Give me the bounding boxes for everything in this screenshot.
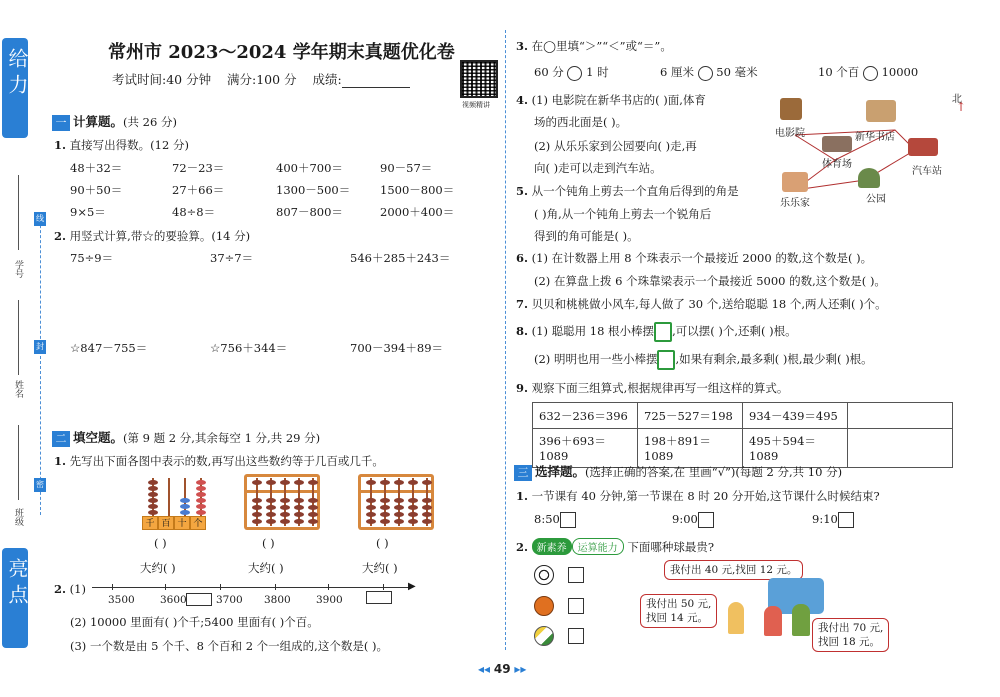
abacus-bead	[252, 505, 262, 510]
qr-caption: 视频精讲	[462, 101, 490, 109]
name-label: 姓名	[13, 380, 23, 398]
c1-prompt	[516, 488, 880, 504]
page-number	[478, 662, 526, 676]
page-num: 49	[493, 662, 511, 676]
compare-1-circle[interactable]	[567, 66, 582, 81]
calc-r1c2: 1300－500＝	[276, 183, 351, 197]
s2-q1-num: 1.	[54, 454, 67, 468]
abacus-bead	[280, 519, 290, 524]
c1-num: 1.	[516, 489, 529, 503]
compare-3-left: 10 个百	[818, 65, 860, 79]
q5-l1: 从一个钝角上剪去一个直角后得到的角是	[531, 184, 739, 198]
abacus-bead	[422, 505, 432, 510]
abacus-bead	[308, 505, 318, 510]
class-label: 班级	[13, 508, 23, 526]
soccer-ball-icon	[534, 565, 554, 585]
vcalc-r0c0: 75÷9＝	[70, 251, 114, 265]
class-line	[18, 425, 19, 500]
q9-line	[516, 380, 788, 396]
s1-q1-prompt	[54, 137, 189, 153]
q6-num: 6.	[516, 251, 529, 265]
abacus-bead	[280, 505, 290, 510]
abacus-bead	[422, 519, 432, 524]
abacus3-blank[interactable]: ( )	[376, 536, 389, 550]
child-3-icon	[792, 604, 810, 636]
table-cell: 725－527＝198	[638, 403, 743, 429]
c1-option-3	[812, 512, 854, 528]
answer-cell-1[interactable]	[848, 403, 953, 429]
abacus-bead	[408, 505, 418, 510]
exam-info	[112, 70, 410, 88]
bus-station-icon	[908, 138, 938, 156]
speech-bubble-1: 我付出 40 元,找回 12 元。	[664, 560, 803, 580]
abacus-bead	[294, 505, 304, 510]
qr-code-icon[interactable]	[460, 60, 498, 98]
section1-title: 计算题。	[73, 114, 124, 129]
abacus-bead	[280, 480, 290, 485]
abacus-bead	[380, 480, 390, 485]
stadium-icon	[822, 136, 852, 152]
section3-title: 选择题。	[535, 464, 586, 479]
abacus-bead	[408, 498, 418, 503]
calc-r0c0: 48＋32＝	[70, 161, 123, 175]
abacus-bead	[380, 512, 390, 517]
abacus-bead	[294, 480, 304, 485]
abacus-bead	[308, 498, 318, 503]
compare-3	[818, 64, 918, 81]
child-2-icon	[764, 606, 782, 636]
abacus-bead	[266, 505, 276, 510]
abacus-bead	[294, 519, 304, 524]
q8-line1	[516, 322, 797, 342]
calc-r1c1: 27＋66＝	[172, 183, 225, 197]
frame-label-ten: 十	[174, 516, 190, 530]
page-title: 常州市 2023～2024 学年期末真题优化卷	[108, 42, 455, 63]
abacus-bead	[408, 480, 418, 485]
c1-option-1	[534, 512, 576, 528]
abacus-bead	[308, 480, 318, 485]
new-literacy-badge: 新素养	[532, 538, 572, 555]
q6-l1: (1) 在计数器上用 8 个珠表示一个最接近 2000 的数,这个数是( )。	[531, 251, 873, 265]
frame-label-thousand: 千	[142, 516, 158, 530]
abacus-bead	[308, 512, 318, 517]
table-row	[533, 403, 953, 429]
abacus1-approx[interactable]: 大约( )	[140, 561, 176, 575]
abacus2-approx[interactable]: 大约( )	[248, 561, 284, 575]
abacus-bead	[280, 512, 290, 517]
exam-time: 考试时间:40 分钟	[112, 72, 212, 87]
s2-q2-part3: (3) 一个数是由 5 个千、8 个百和 2 个一组成的,这个数是( )。	[70, 639, 388, 653]
student-no-line	[18, 175, 19, 250]
section2-title: 填空题。	[73, 430, 124, 445]
s1-q2-num: 2.	[54, 229, 67, 243]
brand-top-strip	[2, 38, 28, 138]
abacus2-blank[interactable]: ( )	[262, 536, 275, 550]
section3-badge: 三	[514, 465, 532, 481]
speech-bubble-2	[640, 594, 717, 628]
bookstore-icon	[866, 100, 896, 122]
north-arrow-icon: ↑	[956, 100, 967, 114]
q5-num: 5.	[516, 184, 529, 198]
s2-q2-part2: (2) 10000 里面有( )个千;5400 里面有( )个百。	[70, 615, 319, 629]
q8-num: 8.	[516, 324, 529, 338]
abacus-2	[244, 474, 320, 530]
abacus-bead	[394, 498, 404, 503]
calc-r2c3: 2000＋400＝	[380, 205, 455, 219]
vcalc-r1c0: ☆847－755＝	[70, 341, 148, 355]
abacus3-approx[interactable]: 大约( )	[362, 561, 398, 575]
abacus-bead	[394, 512, 404, 517]
abacus-bead	[394, 505, 404, 510]
number-line	[92, 587, 410, 588]
abacus-bead	[408, 512, 418, 517]
cinema-icon	[780, 98, 802, 120]
abacus-bead	[366, 505, 376, 510]
frame-label-one: 个	[190, 516, 206, 530]
soccer-checkbox[interactable]	[568, 567, 584, 583]
brand-bottom-strip	[2, 548, 28, 648]
c1-option-2-label: 9:00	[672, 512, 698, 526]
map-cinema: 电影院	[775, 128, 805, 139]
table-cell: 495＋594＝1089	[743, 429, 848, 468]
abacus-bead	[422, 512, 432, 517]
s2-q1-text: 先写出下面各图中表示的数,再写出这些数约等于几百或几千。	[69, 454, 384, 468]
abacus-bead	[366, 480, 376, 485]
c1-option-3-checkbox[interactable]	[838, 512, 854, 528]
q9-num: 9.	[516, 381, 529, 395]
counting-frame-1	[142, 474, 206, 530]
s2-q2-num: 2.	[54, 582, 67, 596]
compare-3-circle[interactable]	[863, 66, 878, 81]
student-no-label: 学号	[13, 260, 23, 278]
s2-q1-prompt	[54, 453, 384, 469]
skill-badge: 运算能力	[572, 538, 624, 555]
map-home: 乐乐家	[780, 198, 810, 209]
calc-r0c2: 400＋700＝	[276, 161, 343, 175]
q4-line3: (2) 从乐乐家到公园要向( )走,再	[534, 139, 697, 153]
park-icon	[858, 168, 880, 188]
bubble3-line2: 找回 18 元。	[818, 636, 881, 648]
score-label: 成绩:	[312, 72, 342, 87]
abacus-bead	[380, 519, 390, 524]
volleyball-checkbox[interactable]	[568, 628, 584, 644]
abacus-bead	[422, 480, 432, 485]
s1-q1-text: 直接写出得数。(12 分)	[69, 138, 189, 152]
number-line-arrow-icon: ▶	[408, 581, 416, 592]
abacus-bead	[266, 519, 276, 524]
bubble2-line1: 我付出 50 元,	[646, 598, 712, 610]
map-bus: 汽车站	[912, 166, 942, 177]
basketball-icon	[534, 596, 554, 616]
vcalc-r0c2: 546＋285＋243＝	[350, 251, 451, 265]
compare-1-right: 1 时	[586, 65, 609, 79]
frame-label-hundred: 百	[158, 516, 174, 530]
q3-num: 3.	[516, 39, 529, 53]
q5-line2: ( )角,从一个钝角上剪去一个锐角后	[534, 207, 712, 221]
abacus-bead	[280, 498, 290, 503]
c2-num: 2.	[516, 540, 529, 554]
c1-option-1-label: 8:50	[534, 512, 560, 526]
vcalc-r1c2: 700－394＋89＝	[350, 341, 444, 355]
binding-mark-1: 线	[34, 212, 46, 226]
q4-line1	[516, 92, 706, 108]
abacus-3	[358, 474, 434, 530]
abacus-bead	[294, 498, 304, 503]
abacus-bead	[252, 480, 262, 485]
table-cell: 396＋693＝1089	[533, 429, 638, 468]
q6-line1	[516, 250, 872, 266]
calc-r2c1: 48÷8＝	[172, 205, 216, 219]
q4-num: 4.	[516, 93, 529, 107]
calc-r2c2: 807－800＝	[276, 205, 343, 219]
q3-prompt	[516, 38, 672, 54]
compare-2	[660, 64, 758, 81]
calc-r2c0: 9×5＝	[70, 205, 106, 219]
section2-note: (第 9 题 2 分,其余每空 1 分,共 29 分)	[123, 431, 321, 445]
abacus-bead	[252, 519, 262, 524]
map-bookstore: 新华书店	[855, 132, 895, 143]
q8-l1b: ,可以摆( )个,还剩( )根。	[672, 324, 797, 338]
speech-bubble-3	[812, 618, 889, 652]
c1-text: 一节课有 40 分钟,第一节课在 8 时 20 分开始,这节课什么时候结束?	[531, 489, 880, 503]
abacus-bead	[294, 512, 304, 517]
basketball-checkbox[interactable]	[568, 598, 584, 614]
abacus-bead	[394, 480, 404, 485]
score-field[interactable]	[342, 76, 410, 88]
abacus-bead	[266, 512, 276, 517]
q6-line2: (2) 在算盘上拨 6 个珠靠梁表示一个最接近 5000 的数,这个数是( )。	[534, 274, 886, 288]
compare-2-circle[interactable]	[698, 66, 713, 81]
next-arrow-icon: ▸▸	[514, 662, 527, 676]
s2-q2-label	[54, 582, 86, 596]
calc-r0c1: 72－23＝	[172, 161, 225, 175]
abacus-bead	[252, 512, 262, 517]
pattern-table	[532, 402, 953, 468]
abacus-bead	[366, 512, 376, 517]
abacus-bead	[394, 519, 404, 524]
q7-line	[516, 296, 887, 312]
c2-prompt	[516, 538, 714, 555]
q5-line1	[516, 183, 739, 199]
table-cell: 934－439＝495	[743, 403, 848, 429]
q8-l2b: ,如果有剩余,最多剩( )根,最少剩( )根。	[675, 352, 873, 366]
full-score: 满分:100 分	[227, 72, 297, 87]
abacus1-blank[interactable]: ( )	[154, 536, 167, 550]
abacus-bead	[366, 498, 376, 503]
section1-header	[52, 112, 177, 131]
table-cell: 632－236＝396	[533, 403, 638, 429]
bubble3-line1: 我付出 70 元,	[818, 622, 884, 634]
s1-q1-num: 1.	[54, 138, 67, 152]
name-line	[18, 300, 19, 375]
q8-line2	[534, 350, 873, 370]
c1-option-1-checkbox[interactable]	[560, 512, 576, 528]
page-divider	[505, 30, 506, 650]
abacus-bead	[380, 498, 390, 503]
section2-badge: 二	[52, 431, 70, 447]
abacus-bead	[266, 498, 276, 503]
abacus-bead	[366, 519, 376, 524]
q3-text: 在◯里填“＞”“＜”或“＝”。	[531, 39, 672, 53]
tick-3700: 3700	[216, 594, 243, 606]
number-line-box-1[interactable]	[186, 593, 212, 606]
calc-r1c3: 1500－800＝	[380, 183, 455, 197]
c1-option-2-checkbox[interactable]	[698, 512, 714, 528]
s2-q2-part1: (1)	[69, 582, 86, 596]
section3-header	[514, 462, 842, 481]
binding-dashed-line	[40, 215, 41, 515]
binding-mark-2: 封	[34, 340, 46, 354]
q9-text: 观察下面三组算式,根据规律再写一组这样的算式。	[531, 381, 789, 395]
brand-top-text: 给力	[5, 48, 29, 100]
calc-r1c0: 90＋50＝	[70, 183, 123, 197]
compare-1-left: 60 分	[534, 65, 564, 79]
vcalc-r0c1: 37÷7＝	[210, 251, 254, 265]
abacus-bead	[380, 505, 390, 510]
q4-line4: 向( )走可以走到汽车站。	[534, 161, 662, 175]
s1-q2-text: 用竖式计算,带☆的要验算。(14 分)	[69, 229, 251, 243]
table-cell: 198＋891＝1089	[638, 429, 743, 468]
abacus-bead	[308, 519, 318, 524]
calc-r0c3: 90－57＝	[380, 161, 433, 175]
home-icon	[782, 172, 808, 192]
binding-mark-3: 密	[34, 478, 46, 492]
square-shape-icon-1	[654, 322, 672, 342]
section1-note: (共 26 分)	[123, 115, 177, 129]
c1-option-3-label: 9:10	[812, 512, 838, 526]
section2-header	[52, 428, 320, 447]
q4-line2: 场的西北面是( )。	[534, 115, 628, 129]
map-park: 公园	[866, 194, 886, 205]
s1-q2-prompt	[54, 228, 250, 244]
q8-l1a: (1) 聪聪用 18 根小棒摆	[531, 324, 655, 338]
tick-3600: 3600	[160, 594, 187, 606]
tick-3500: 3500	[108, 594, 135, 606]
abacus-bead	[252, 498, 262, 503]
tick-3800: 3800	[264, 594, 291, 606]
vcalc-r1c1: ☆756＋344＝	[210, 341, 288, 355]
answer-cell-2[interactable]	[848, 429, 953, 468]
q5-line3: 得到的角可能是( )。	[534, 229, 639, 243]
q7-text: 贝贝和桃桃做小风车,每人做了 30 个,送给聪聪 18 个,两人还剩( )个。	[531, 297, 887, 311]
prev-arrow-icon: ◂◂	[478, 662, 491, 676]
map-stadium: 体育场	[822, 159, 852, 170]
compare-2-left: 6 厘米	[660, 65, 694, 79]
child-1-icon	[728, 602, 744, 634]
brand-bottom-text: 亮点	[5, 558, 29, 610]
q4-l1: (1) 电影院在新华书店的( )面,体育	[531, 93, 706, 107]
tick-3900: 3900	[316, 594, 343, 606]
abacus-bead	[422, 498, 432, 503]
abacus-bead	[266, 480, 276, 485]
compare-3-right: 10000	[881, 65, 919, 79]
section3-note: (选择正确的答案,在 里画“√”)(每题 2 分,共 10 分)	[585, 465, 843, 479]
compare-2-right: 50 毫米	[716, 65, 758, 79]
square-shape-icon-2	[657, 350, 675, 370]
north-label: 北	[952, 94, 962, 105]
q8-l2a: (2) 明明也用一些小棒摆	[534, 352, 658, 366]
abacus-bead	[408, 519, 418, 524]
number-line-box-2[interactable]	[366, 591, 392, 604]
section1-badge: 一	[52, 115, 70, 131]
bubble2-line2: 找回 14 元。	[646, 612, 709, 624]
c2-text: 下面哪种球最贵?	[627, 540, 714, 554]
q7-num: 7.	[516, 297, 529, 311]
compare-1	[534, 64, 609, 81]
volleyball-icon	[534, 626, 554, 646]
c1-option-2	[672, 512, 714, 528]
